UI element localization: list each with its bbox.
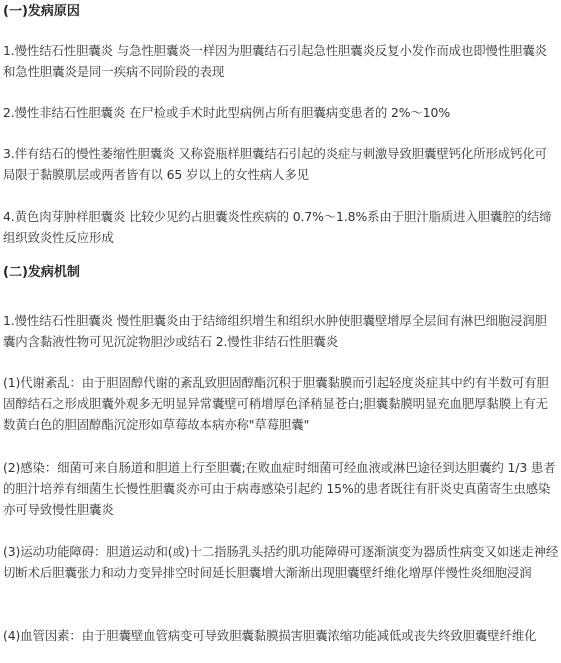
paragraph-mechanism-2: (1)代谢紊乱：由于胆固醇代谢的紊乱致胆固醇酯沉积于胆囊黏膜而引起轻度炎症其中约有半数可有胆固醇结石之形成胆囊外观多无明显异常囊壁可稍增厚色泽稍显苍白;胆囊黏膜明显充血肥厚黏膜上有无数黄白色的胆固醇酯沉淀形如草莓故本病亦称"草莓胆囊"	[3, 375, 549, 432]
section-heading-causes: (一)发病原因	[3, 4, 80, 19]
paragraph-mechanism-1: 1.慢性结石性胆囊炎 慢性胆囊炎由于结缔组织增生和组织水肿使胆囊壁增厚全层间有淋巴细胞浸润胆囊内含黏液性物可见沉淀物胆沙或结石 2.慢性非结石性胆囊炎	[3, 313, 547, 349]
paragraph-cause-1: 1.慢性结石性胆囊炎 与急性胆囊炎一样因为胆囊结石引起急性胆囊炎反复小发作而成也即慢性胆囊炎和急性胆囊炎是同一疾病不同阶段的表现	[3, 43, 547, 79]
paragraph-cause-4: 4.黄色肉芽肿样胆囊炎 比较少见约占胆囊炎性疾病的 0.7%～1.8%系由于胆汁脂质进入胆囊腔的结缔组织致炎性反应形成	[3, 209, 552, 245]
paragraph-mechanism-5: (4)血管因素：由于胆囊壁血管病变可导致胆囊黏膜损害胆囊浓缩功能减低或丧失终致胆囊壁纤维化	[3, 628, 537, 643]
paragraph-cause-2: 2.慢性非结石性胆囊炎 在尸检或手术时此型病例占所有胆囊病变患者的 2%～10%	[3, 105, 451, 120]
paragraph-mechanism-3: (2)感染：细菌可来自肠道和胆道上行至胆囊;在败血症时细菌可经血液或淋巴途径到达胆囊约 1/3 患者的胆汁培养有细菌生长慢性胆囊炎亦可由于病毒感染引起约 15%的患者既往有肝炎史真菌寄生虫感染亦可导致慢性胆囊炎	[3, 460, 556, 517]
section-heading-mechanism: (二)发病机制	[3, 265, 80, 280]
paragraph-cause-3: 3.伴有结石的慢性萎缩性胆囊炎 又称瓷瓶样胆囊结石引起的炎症与刺激导致胆囊壁钙化所形成钙化可局限于黏膜肌层或两者皆有以 65 岁以上的女性病人多见	[3, 146, 547, 182]
paragraph-mechanism-4: (3)运动功能障碍：胆道运动和(或)十二指肠乳头括约肌功能障碍可逐渐演变为器质性病变又如迷走神经切断术后胆囊张力和动力变异排空时间延长胆囊增大渐渐出现胆囊壁纤维化增厚伴慢性炎细胞浸润	[3, 544, 559, 580]
